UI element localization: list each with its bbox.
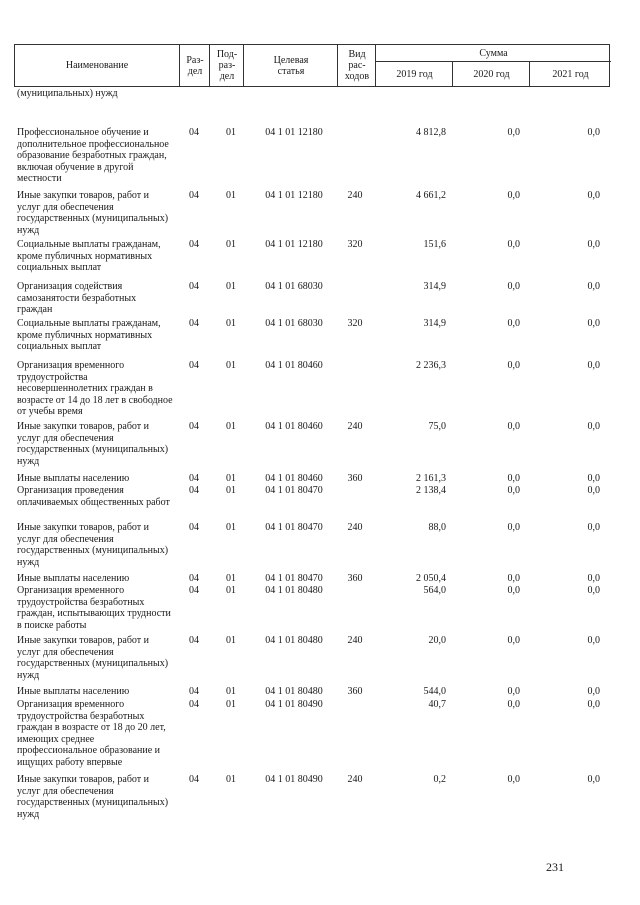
row-2020: 0,0 bbox=[507, 573, 520, 584]
row-2021: 0,0 bbox=[587, 573, 600, 584]
row-2020: 0,0 bbox=[507, 686, 520, 697]
row-vid-rashodov: 360 bbox=[347, 686, 363, 697]
row-vid-rashodov: 240 bbox=[347, 421, 363, 432]
row-vid-rashodov: 360 bbox=[347, 573, 363, 584]
row-celevaya-statya: 04 1 01 80470 bbox=[265, 485, 323, 496]
row-vid-rashodov: 320 bbox=[347, 318, 363, 329]
row-2021: 0,0 bbox=[587, 522, 600, 533]
page-number: 231 bbox=[546, 860, 564, 874]
row-podrazdel: 01 bbox=[226, 360, 236, 371]
row-razdel: 04 bbox=[189, 699, 199, 710]
row-celevaya-statya: 04 1 01 80470 bbox=[265, 522, 323, 533]
row-celevaya-statya: 04 1 01 80460 bbox=[265, 360, 323, 371]
row-razdel: 04 bbox=[189, 635, 199, 646]
row-name: Иные закупки товаров, работ и услуг для обеспечения государственных (муниципальных) нужд bbox=[17, 190, 169, 236]
row-razdel: 04 bbox=[189, 190, 199, 201]
row-2020: 0,0 bbox=[507, 585, 520, 596]
row-2019: 0,2 bbox=[433, 774, 446, 785]
row-podrazdel: 01 bbox=[226, 686, 236, 697]
row-2020: 0,0 bbox=[507, 318, 520, 329]
row-razdel: 04 bbox=[189, 421, 199, 432]
row-2019: 2 161,3 bbox=[416, 473, 446, 484]
row-vid-rashodov: 360 bbox=[347, 473, 363, 484]
row-2019: 2 138,4 bbox=[416, 485, 446, 496]
row-razdel: 04 bbox=[189, 573, 199, 584]
header-year-2019: 2019 год bbox=[375, 62, 453, 86]
row-2019: 40,7 bbox=[428, 699, 446, 710]
row-2020: 0,0 bbox=[507, 774, 520, 785]
row-podrazdel: 01 bbox=[226, 239, 236, 250]
header-year-2021: 2021 год bbox=[529, 62, 611, 86]
row-celevaya-statya: 04 1 01 80470 bbox=[265, 573, 323, 584]
row-vid-rashodov: 240 bbox=[347, 190, 363, 201]
row-celevaya-statya: 04 1 01 12180 bbox=[265, 127, 323, 138]
row-razdel: 04 bbox=[189, 281, 199, 292]
row-razdel: 04 bbox=[189, 485, 199, 496]
row-vid-rashodov: 320 bbox=[347, 239, 363, 250]
header-celevaya-statya: Целевая статья bbox=[243, 45, 338, 86]
row-celevaya-statya: 04 1 01 12180 bbox=[265, 239, 323, 250]
row-2021: 0,0 bbox=[587, 360, 600, 371]
row-name: Организация временного трудоустройства безработных граждан в возрасте от 18 до 20 лет, имеющих среднее профессиональное образование и ищущих работу впервые bbox=[17, 699, 166, 768]
row-podrazdel: 01 bbox=[226, 421, 236, 432]
row-2019: 151,6 bbox=[423, 239, 446, 250]
row-celevaya-statya: 04 1 01 68030 bbox=[265, 318, 323, 329]
row-2021: 0,0 bbox=[587, 190, 600, 201]
row-2021: 0,0 bbox=[587, 318, 600, 329]
row-vid-rashodov: 240 bbox=[347, 774, 363, 785]
row-2020: 0,0 bbox=[507, 485, 520, 496]
row-2020: 0,0 bbox=[507, 127, 520, 138]
row-razdel: 04 bbox=[189, 360, 199, 371]
header-year-2020: 2020 год bbox=[452, 62, 530, 86]
row-2021: 0,0 bbox=[587, 127, 600, 138]
row-name: Организация содействия самозанятости безработных граждан bbox=[17, 281, 137, 316]
row-name: Организация проведения оплачиваемых общественных работ bbox=[17, 485, 170, 508]
row-podrazdel: 01 bbox=[226, 699, 236, 710]
row-name: Иные выплаты населению bbox=[17, 473, 130, 484]
row-2021: 0,0 bbox=[587, 421, 600, 432]
row-2019: 2 236,3 bbox=[416, 360, 446, 371]
row-razdel: 04 bbox=[189, 473, 199, 484]
row-2019: 4 661,2 bbox=[416, 190, 446, 201]
row-name: (муниципальных) нужд bbox=[17, 88, 118, 99]
row-2020: 0,0 bbox=[507, 239, 520, 250]
row-razdel: 04 bbox=[189, 774, 199, 785]
header-vid-rashodov: Вид рас- ходов bbox=[337, 45, 376, 86]
row-2021: 0,0 bbox=[587, 774, 600, 785]
header-razdel: Раз- дел bbox=[179, 45, 210, 86]
row-podrazdel: 01 bbox=[226, 281, 236, 292]
row-podrazdel: 01 bbox=[226, 473, 236, 484]
row-2020: 0,0 bbox=[507, 360, 520, 371]
header-podrazdel: Под- раз- дел bbox=[209, 45, 244, 86]
row-2020: 0,0 bbox=[507, 473, 520, 484]
row-razdel: 04 bbox=[189, 239, 199, 250]
row-name: Социальные выплаты гражданам, кроме публичных нормативных социальных выплат bbox=[17, 318, 161, 353]
row-2019: 88,0 bbox=[428, 522, 446, 533]
row-2021: 0,0 bbox=[587, 635, 600, 646]
row-name: Иные выплаты населению bbox=[17, 573, 130, 584]
row-name: Иные закупки товаров, работ и услуг для обеспечения государственных (муниципальных) нужд bbox=[17, 522, 169, 568]
row-2021: 0,0 bbox=[587, 473, 600, 484]
table-header bbox=[14, 44, 610, 87]
row-2021: 0,0 bbox=[587, 281, 600, 292]
row-2020: 0,0 bbox=[507, 421, 520, 432]
row-celevaya-statya: 04 1 01 80480 bbox=[265, 635, 323, 646]
row-celevaya-statya: 04 1 01 80490 bbox=[265, 774, 323, 785]
row-podrazdel: 01 bbox=[226, 774, 236, 785]
header-name: Наименование bbox=[65, 60, 129, 71]
row-2019: 314,9 bbox=[423, 318, 446, 329]
row-2019: 2 050,4 bbox=[416, 573, 446, 584]
row-celevaya-statya: 04 1 01 80460 bbox=[265, 473, 323, 484]
row-podrazdel: 01 bbox=[226, 522, 236, 533]
row-vid-rashodov: 240 bbox=[347, 635, 363, 646]
row-celevaya-statya: 04 1 01 80460 bbox=[265, 421, 323, 432]
row-podrazdel: 01 bbox=[226, 485, 236, 496]
row-name: Иные выплаты населению bbox=[17, 686, 130, 697]
row-2019: 544,0 bbox=[423, 686, 446, 697]
row-2019: 4 812,8 bbox=[416, 127, 446, 138]
row-2021: 0,0 bbox=[587, 239, 600, 250]
row-celevaya-statya: 04 1 01 80490 bbox=[265, 699, 323, 710]
row-podrazdel: 01 bbox=[226, 190, 236, 201]
row-podrazdel: 01 bbox=[226, 127, 236, 138]
row-celevaya-statya: 04 1 01 80480 bbox=[265, 585, 323, 596]
row-2021: 0,0 bbox=[587, 485, 600, 496]
row-razdel: 04 bbox=[189, 686, 199, 697]
row-name: Организация временного трудоустройства несовершеннолетних граждан в возрасте от 14 до 18 лет в свободное от учебы время bbox=[17, 360, 173, 418]
row-2019: 314,9 bbox=[423, 281, 446, 292]
row-2021: 0,0 bbox=[587, 585, 600, 596]
row-name: Профессиональное обучение и дополнительное профессиональное образование безработных граждан, включая обучение в другой местности bbox=[17, 127, 169, 185]
row-celevaya-statya: 04 1 01 68030 bbox=[265, 281, 323, 292]
row-name: Иные закупки товаров, работ и услуг для обеспечения государственных (муниципальных) нужд bbox=[17, 774, 169, 820]
row-2019: 20,0 bbox=[428, 635, 446, 646]
row-razdel: 04 bbox=[189, 522, 199, 533]
row-razdel: 04 bbox=[189, 127, 199, 138]
row-name: Социальные выплаты гражданам, кроме публичных нормативных социальных выплат bbox=[17, 239, 161, 274]
row-name: Иные закупки товаров, работ и услуг для обеспечения государственных (муниципальных) нужд bbox=[17, 635, 169, 681]
row-celevaya-statya: 04 1 01 80480 bbox=[265, 686, 323, 697]
row-2020: 0,0 bbox=[507, 699, 520, 710]
row-2020: 0,0 bbox=[507, 190, 520, 201]
row-2020: 0,0 bbox=[507, 522, 520, 533]
row-2020: 0,0 bbox=[507, 281, 520, 292]
row-razdel: 04 bbox=[189, 318, 199, 329]
row-2021: 0,0 bbox=[587, 699, 600, 710]
row-2021: 0,0 bbox=[587, 686, 600, 697]
row-2019: 564,0 bbox=[423, 585, 446, 596]
header-summa: Сумма bbox=[375, 45, 611, 62]
row-razdel: 04 bbox=[189, 585, 199, 596]
row-name: Иные закупки товаров, работ и услуг для обеспечения государственных (муниципальных) нужд bbox=[17, 421, 169, 467]
row-name: Организация временного трудоустройства безработных граждан, испытывающих трудности в поиске работы bbox=[17, 585, 171, 631]
row-podrazdel: 01 bbox=[226, 635, 236, 646]
row-vid-rashodov: 240 bbox=[347, 522, 363, 533]
row-podrazdel: 01 bbox=[226, 585, 236, 596]
row-podrazdel: 01 bbox=[226, 573, 236, 584]
row-celevaya-statya: 04 1 01 12180 bbox=[265, 190, 323, 201]
row-podrazdel: 01 bbox=[226, 318, 236, 329]
row-2020: 0,0 bbox=[507, 635, 520, 646]
row-2019: 75,0 bbox=[428, 421, 446, 432]
